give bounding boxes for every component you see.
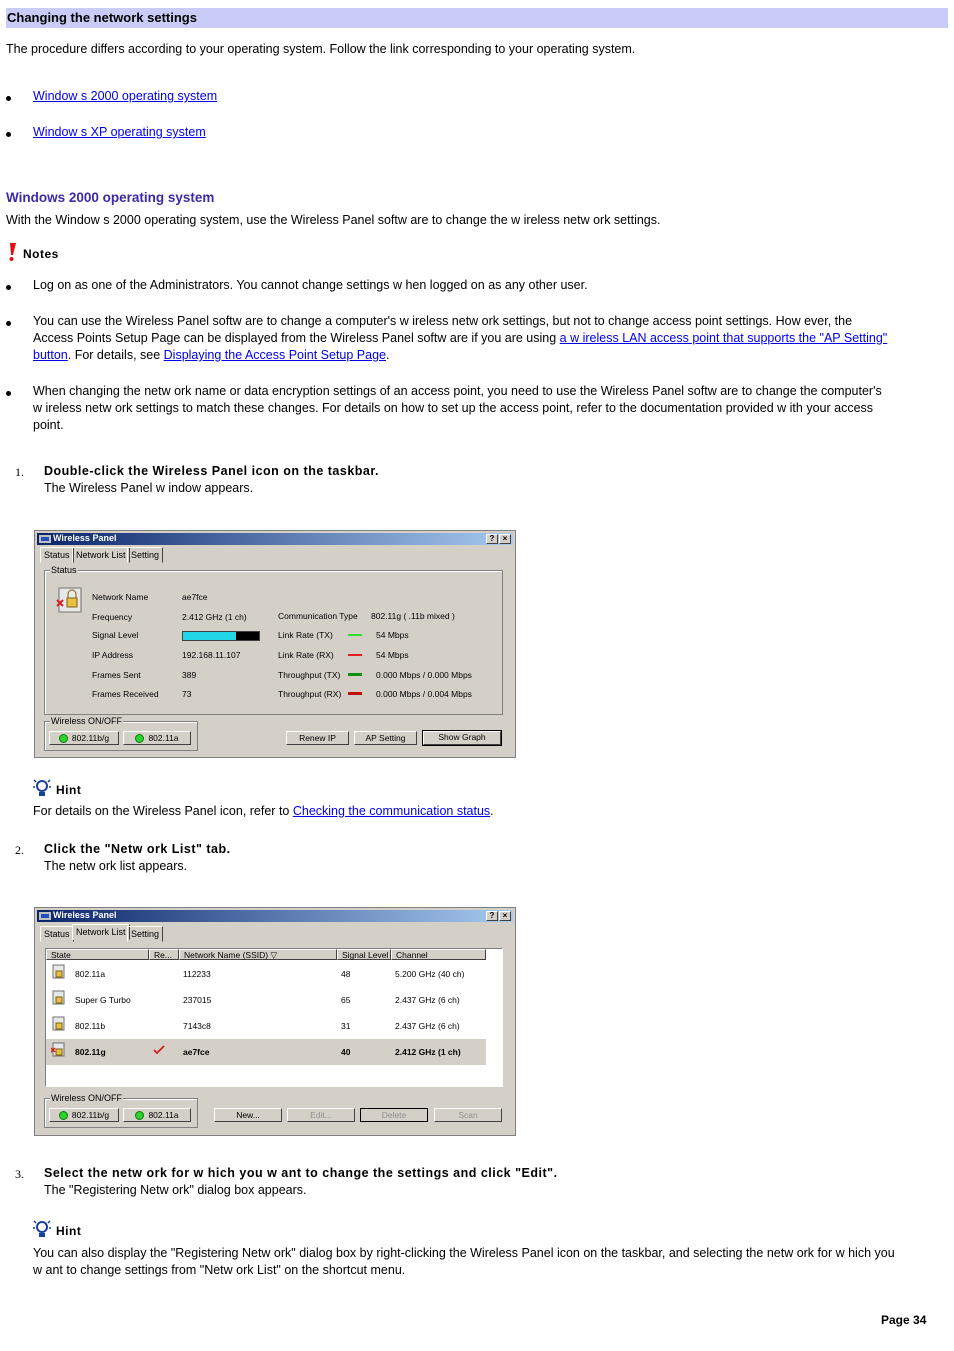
label: Throughput (TX) xyxy=(278,670,341,680)
bullet xyxy=(6,321,11,326)
value: 0.000 Mbps / 0.004 Mbps xyxy=(376,689,472,699)
tab-setting[interactable]: Setting xyxy=(127,547,163,563)
value: 73 xyxy=(182,689,192,699)
toggle-label: 802.11a xyxy=(148,733,179,743)
label: Frames Sent xyxy=(92,670,141,680)
row-channel: 5.200 GHz (40 ch) xyxy=(395,969,465,979)
note-2-text: Access Points Setup Page can be displayed from the Wireless Panel softw are if you are using xyxy=(33,331,560,345)
label: Link Rate (TX) xyxy=(278,630,333,640)
hint-label: Hint xyxy=(56,783,82,797)
legend-line xyxy=(348,654,362,656)
help-button[interactable]: ? xyxy=(486,911,498,921)
label: Throughput (RX) xyxy=(278,689,342,699)
tab-status[interactable]: Status xyxy=(40,926,74,942)
page-number: Page 34 xyxy=(881,1313,927,1327)
value: 192.168.11.107 xyxy=(182,650,241,660)
exclamation-icon xyxy=(7,243,17,261)
hint-2-text xyxy=(33,1245,943,1279)
note-2-text: . For details, see xyxy=(67,348,164,362)
network-lock-icon xyxy=(51,990,65,1006)
step-desc: The netw ork list appears. xyxy=(44,859,188,873)
bullet xyxy=(6,285,11,290)
edit-button[interactable]: Edit... xyxy=(287,1108,355,1122)
value: 54 Mbps xyxy=(376,650,409,660)
network-lock-icon xyxy=(55,586,85,614)
row-state: 802.11a xyxy=(75,969,106,979)
row-name: 112233 xyxy=(183,969,211,979)
link-windows-xp[interactable]: Window s XP operating system xyxy=(33,125,206,139)
link-checking-communication-status[interactable]: Checking the communication status xyxy=(292,804,491,818)
wireless-panel-status-screenshot xyxy=(34,530,516,758)
note-2-line-2 xyxy=(33,330,938,347)
row-channel: 2.437 GHz (6 ch) xyxy=(395,995,460,1005)
table-row[interactable] xyxy=(46,987,486,1013)
bullet xyxy=(6,96,11,101)
value: 0.000 Mbps / 0.000 Mbps xyxy=(376,670,472,680)
page-header xyxy=(6,8,948,28)
wireless-a-toggle[interactable] xyxy=(123,1108,191,1122)
hint-1-text xyxy=(33,804,494,818)
show-graph-button[interactable] xyxy=(422,730,502,746)
notes-label: Notes xyxy=(23,247,59,261)
value: 2.412 GHz (1 ch) xyxy=(182,612,247,622)
scan-button[interactable]: Scan xyxy=(434,1108,502,1122)
step-title: Double-click the Wireless Panel icon on the taskbar. xyxy=(44,464,380,478)
status-led-icon xyxy=(59,734,68,743)
bullet xyxy=(6,132,11,137)
note-2-line-1: You can use the Wireless Panel softw are to change a computer's w ireless netw ork settings, but not to change access point settings. How ever, the xyxy=(33,314,853,328)
value: 389 xyxy=(182,670,197,680)
row-signal: 48 xyxy=(341,969,351,979)
lightbulb-icon xyxy=(33,1219,51,1239)
label: Link Rate (RX) xyxy=(278,650,334,660)
signal-level-fill xyxy=(183,632,236,640)
column-header[interactable]: State xyxy=(46,949,149,960)
section-title: Windows 2000 operating system xyxy=(6,190,215,205)
hint-2-line-2: w ant to change settings from "Netw ork List" on the shortcut menu. xyxy=(33,1263,406,1277)
network-list xyxy=(45,948,503,1087)
wireless-bg-toggle[interactable] xyxy=(49,1108,119,1122)
renew-ip-button[interactable]: Renew IP xyxy=(286,731,349,745)
wireless-panel-icon xyxy=(39,535,51,543)
row-signal: 65 xyxy=(341,995,351,1005)
window-title: Wireless Panel xyxy=(53,533,117,543)
wireless-onoff-label: Wireless ON/OFF xyxy=(51,716,122,726)
step-number: 1. xyxy=(15,465,24,479)
status-led-icon xyxy=(135,1111,144,1120)
value: ae7fce xyxy=(182,592,208,602)
tab-network-list[interactable]: Network List xyxy=(72,924,130,940)
link-windows-2000[interactable]: Window s 2000 operating system xyxy=(33,89,218,103)
section-desc: With the Window s 2000 operating system, use the Wireless Panel softw are to change the w ireless netw ork settings. xyxy=(6,213,661,227)
legend-line xyxy=(348,692,362,695)
network-lock-icon xyxy=(51,964,65,980)
checkmark-icon xyxy=(153,1045,165,1055)
link-displaying-ap-setup[interactable]: Displaying the Access Point Setup Page xyxy=(163,348,386,362)
label: Frames Received xyxy=(92,689,159,699)
wireless-a-toggle[interactable] xyxy=(123,731,191,745)
note-1: Log on as one of the Administrators. You cannot change settings w hen logged on as any other user. xyxy=(33,278,588,292)
table-row[interactable] xyxy=(46,961,486,987)
column-header[interactable]: Re... xyxy=(149,949,179,960)
tab-network-list[interactable]: Network List xyxy=(72,547,130,563)
value: 802.11g ( .11b mixed ) xyxy=(371,611,455,621)
table-row-selected[interactable] xyxy=(46,1039,486,1065)
note-2 xyxy=(33,313,938,364)
label: Frequency xyxy=(92,612,133,622)
tab-setting[interactable]: Setting xyxy=(127,926,163,942)
row-signal: 40 xyxy=(341,1047,351,1057)
row-state: 802.11g xyxy=(75,1047,106,1057)
status-group-label: Status xyxy=(51,565,77,575)
row-name: 7143c8 xyxy=(183,1021,211,1031)
show-graph-label: Show Graph xyxy=(423,731,501,745)
page-title: Changing the network settings xyxy=(7,10,197,25)
window-title: Wireless Panel xyxy=(53,910,117,920)
tab-status[interactable]: Status xyxy=(40,547,74,563)
column-header[interactable]: Channel xyxy=(391,949,486,960)
intro-text: The procedure differs according to your operating system. Follow the link corresponding to your operating system. xyxy=(6,42,636,56)
wireless-panel-network-list-screenshot xyxy=(34,907,516,1136)
label: Network Name xyxy=(92,592,149,602)
note-2-line-3 xyxy=(33,347,938,364)
wireless-onoff-label: Wireless ON/OFF xyxy=(51,1093,122,1103)
column-header-network-name[interactable] xyxy=(179,949,337,960)
step-title: Select the netw ork for w hich you w ant to change the settings and click "Edit". xyxy=(44,1166,558,1180)
close-button[interactable]: × xyxy=(499,911,511,921)
column-header-label: Network Name (SSID) xyxy=(184,950,269,960)
note-3-line-2: w ireless netw ork settings to match these changes. For details on how to set up the access point, refer to the documentation provided w ith your access xyxy=(33,401,874,415)
step-desc: The Wireless Panel w indow appears. xyxy=(44,481,254,495)
label: Signal Level xyxy=(92,630,139,640)
status-led-icon xyxy=(135,734,144,743)
step-title: Click the "Netw ork List" tab. xyxy=(44,842,231,856)
row-name: ae7fce xyxy=(183,1047,210,1057)
row-name: 237015 xyxy=(183,995,212,1005)
note-2-text: . xyxy=(386,348,390,362)
legend-line xyxy=(348,634,362,636)
value: 54 Mbps xyxy=(376,630,409,640)
row-state: Super G Turbo xyxy=(75,995,131,1005)
toggle-label: 802.11b/g xyxy=(71,1110,110,1120)
title-bar xyxy=(37,533,513,545)
status-led-icon xyxy=(59,1111,68,1120)
bullet xyxy=(6,391,11,396)
title-bar xyxy=(37,910,513,922)
label: IP Address xyxy=(92,650,133,660)
legend-line xyxy=(348,673,362,676)
wireless-bg-toggle[interactable] xyxy=(49,731,119,745)
row-channel: 2.437 GHz (6 ch) xyxy=(395,1021,460,1031)
close-button[interactable]: × xyxy=(499,534,511,544)
note-3-line-3: point. xyxy=(33,418,64,432)
help-button[interactable]: ? xyxy=(486,534,498,544)
lightbulb-icon xyxy=(33,778,51,798)
note-3 xyxy=(33,383,938,434)
row-signal: 31 xyxy=(341,1021,351,1031)
step-number: 2. xyxy=(15,843,24,857)
network-lock-icon xyxy=(51,1042,65,1058)
network-lock-icon xyxy=(51,1016,65,1032)
toggle-label: 802.11b/g xyxy=(71,733,110,743)
new-button[interactable]: New... xyxy=(214,1108,282,1122)
delete-button[interactable]: Delete xyxy=(360,1108,428,1122)
toggle-label: 802.11a xyxy=(148,1110,179,1120)
note-3-line-1: When changing the netw ork name or data encryption settings of an access point, you need to use the Wireless Panel softw are to change the computer's xyxy=(33,384,882,398)
ap-setting-button[interactable]: AP Setting xyxy=(354,731,417,745)
label: Communication Type xyxy=(278,611,358,621)
hint-text: For details on the Wireless Panel icon, refer to xyxy=(33,804,293,818)
table-row[interactable] xyxy=(46,1013,486,1039)
step-number: 3. xyxy=(15,1167,24,1181)
hint-2-line-1: You can also display the "Registering Netw ork" dialog box by right-clicking the Wireless Panel icon on the taskbar, and selecting the netw ork for w hich you xyxy=(33,1246,895,1260)
signal-level-bar xyxy=(182,631,260,641)
wireless-panel-icon xyxy=(39,912,51,920)
link-ap-setting-support[interactable]: a w ireless LAN access point that supports the "AP Setting" xyxy=(559,331,888,345)
row-state: 802.11b xyxy=(75,1021,106,1031)
hint-label: Hint xyxy=(56,1224,82,1238)
step-desc: The "Registering Netw ork" dialog box appears. xyxy=(44,1183,307,1197)
link-ap-setting-button[interactable]: button xyxy=(33,348,68,362)
row-channel: 2.412 GHz (1 ch) xyxy=(395,1047,461,1057)
column-header[interactable]: Signal Level xyxy=(337,949,391,960)
hint-text: . xyxy=(490,804,494,818)
sort-down-icon: ▽ xyxy=(270,950,277,960)
